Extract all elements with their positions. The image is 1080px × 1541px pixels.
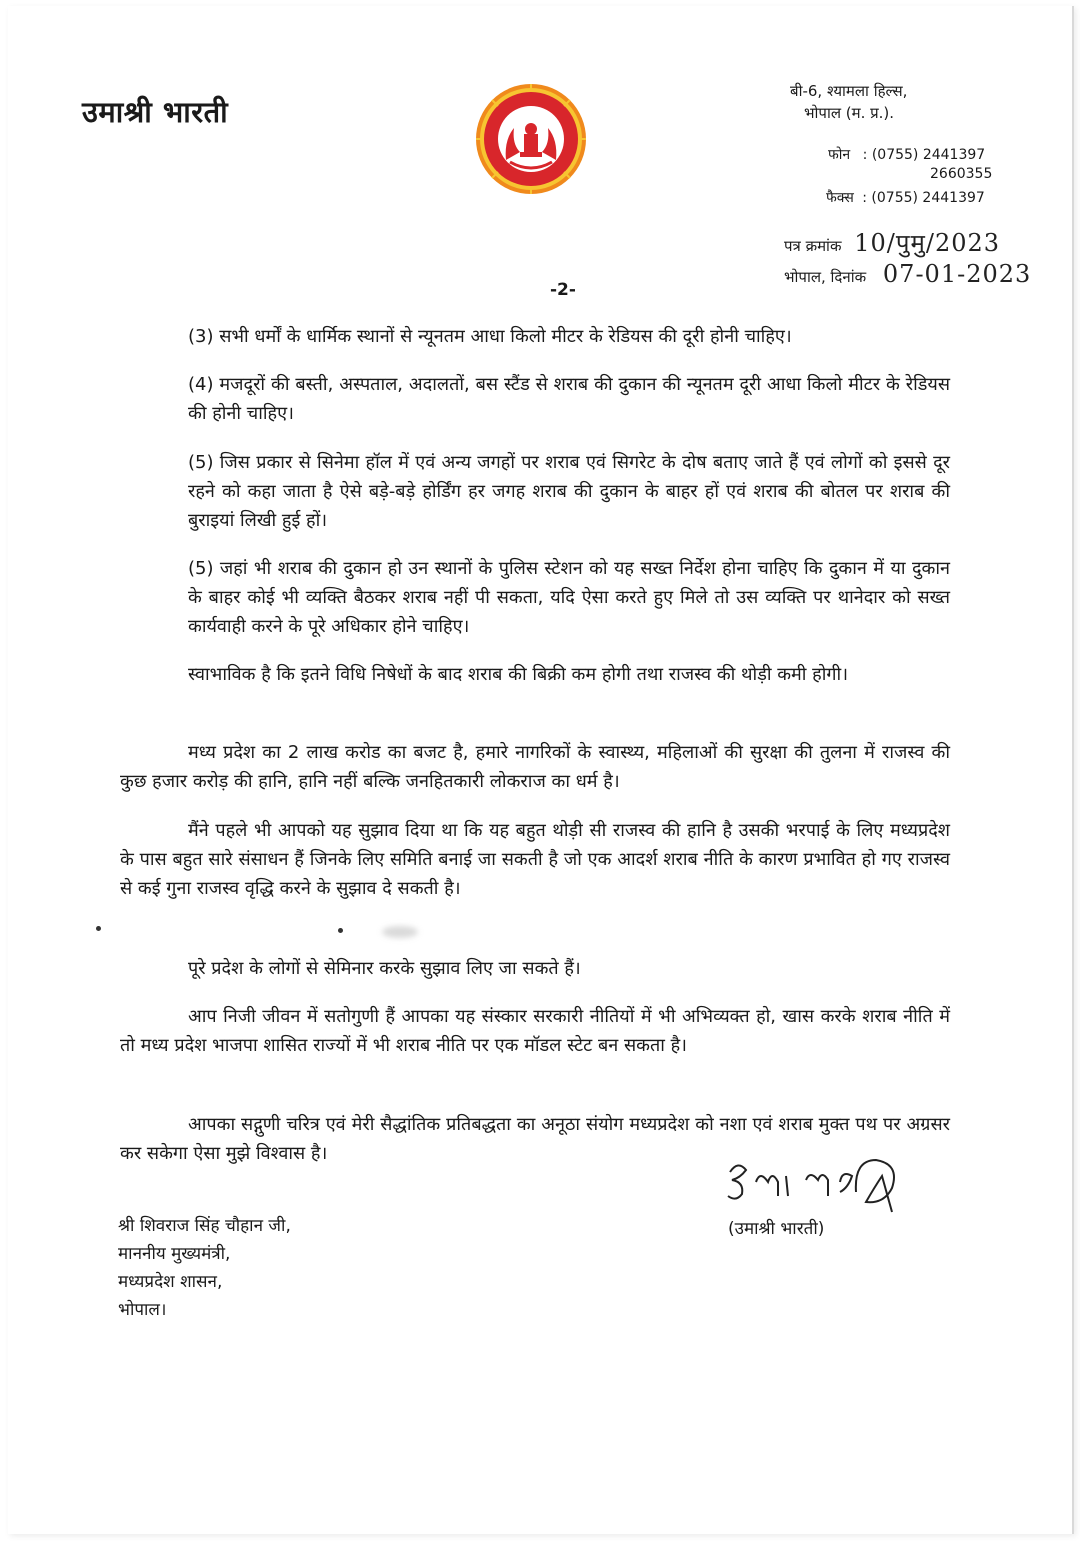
recipient-office: मध्यप्रदेश शासन, — [118, 1272, 223, 1292]
date-value: 07-01-2023 — [882, 260, 1032, 288]
paragraph-point-4: (4) मजदूरों की बस्ती, अस्पताल, अदालतों, बस स्टैंड से शराब की दुकान की न्यूनतम दूरी आधा किलो मीटर के रेडियस की होनी चाहिए। — [188, 374, 950, 424]
phone-number: : (0755) 2441397 — [862, 147, 986, 163]
letter-number — [784, 226, 1000, 259]
sender-name: उमाश्री भारती — [82, 95, 229, 129]
paragraph-point-5b: (5) जहां भी शराब की दुकान हो उन स्थानों के पुलिस स्टेशन को यह सख्त निर्देश होना चाहिए कि दुकान में या दुकान के बाहर कोई भी व्यक्ति बैठकर शराब नहीं पी सकता, यदि ऐसा करते हुए मिले तो उस व्यक्ति पर थानेदार को सख्त कार्यवाही करने के पूरे अधिकार होने चाहिए। — [188, 558, 950, 637]
address-line: बी-6, श्यामला हिल्स, — [790, 82, 908, 100]
address-line: भोपाल (म. प्र.). — [804, 104, 895, 122]
paragraph-budget: मध्य प्रदेश का 2 लाख करोड का बजट है, हमारे नागरिकों के स्वास्थ्य, महिलाओं की सुरक्षा की तुलना में राजस्व की कुछ हजार करोड़ की हानि, हानि नहीं बल्कि जनहितकारी लोकराज का धर्म है। — [120, 742, 950, 792]
paragraph-suggestion: मैंने पहले भी आपको यह सुझाव दिया था कि यह बहुत थोड़ी सी राजस्व की हानि है उसकी भरपाई के लिए मध्यप्रदेश के पास बहुत सारे संसाधन हैं जिनके लिए समिति बनाई जा सकती है जो एक आदर्श शराब नीति के कारण प्रभावित हो गए राजस्व से कई गुना राजस्व वृद्धि करने के सुझाव दे सकती है। — [120, 820, 950, 899]
paragraph-conclusion: आपका सद्गुणी चरित्र एवं मेरी सैद्धांतिक प्रतिबद्धता का अनूठा संयोग मध्यप्रदेश को नशा एवं शराब मुक्त पथ पर अग्रसर कर सकेगा ऐसा मुझे विश्वास है। — [120, 1114, 950, 1164]
paragraph-point-5a: (5) जिस प्रकार से सिनेमा हॉल में एवं अन्य जगहों पर शराब एवं सिगरेट के दोष बताए जाते हैं एवं लोगों को इससे दूर रहने को कहा जाता है ऐसे बड़े-बड़े होर्डिंग हर जगह शराब की दुकान के बाहर हों एवं शराब की बोतल पर शराब की बुराइयां लिखी हुई हों। — [188, 452, 950, 531]
fax-label: फैक्स — [826, 190, 854, 206]
letter-date — [784, 260, 1031, 288]
scan-speck — [338, 928, 343, 933]
date-label: भोपाल, दिनांक — [784, 268, 867, 286]
fax-row — [826, 188, 985, 207]
scan-smudge — [382, 926, 418, 938]
recipient-title: माननीय मुख्यमंत्री, — [118, 1244, 231, 1264]
scan-speck — [96, 926, 101, 931]
paragraph-model-state: आप निजी जीवन में सतोगुणी हैं आपका यह संस्कार सरकारी नीतियों में भी अभिव्यक्त हो, खास करके शराब नीति में तो मध्य प्रदेश भाजपा शासित राज्यों में भी शराब नीति पर एक मॉडल स्टेट बन सकता है। — [120, 1006, 950, 1056]
paragraph-seminar: पूरे प्रदेश के लोगों से सेमिनार करके सुझाव लिए जा सकते हैं। — [188, 958, 581, 979]
letter-number-label: पत्र क्रमांक — [784, 237, 842, 255]
letter-number-value: 10/पुमु/2023 — [854, 229, 1001, 257]
phone-row — [828, 145, 985, 164]
paragraph-revenue: स्वाभाविक है कि इतने विधि निषेधों के बाद शराब की बिक्री कम होगी तथा राजस्व की थोड़ी कमी होगी। — [188, 664, 849, 685]
address-block — [790, 80, 907, 124]
phone-label: फोन — [828, 147, 851, 163]
state-emblem-seal — [474, 82, 588, 196]
page-number: -2- — [550, 280, 576, 300]
phone-number-2: 2660355 — [930, 166, 993, 182]
signatory-name: (उमाश्री भारती) — [728, 1219, 825, 1239]
fax-number: : (0755) 2441397 — [862, 190, 985, 206]
recipient-name: श्री शिवराज सिंह चौहान जी, — [118, 1216, 291, 1236]
handwritten-signature — [724, 1152, 944, 1222]
paragraph-point-3: (3) सभी धर्मों के धार्मिक स्थानों से न्यूनतम आधा किलो मीटर के रेडियस की दूरी होनी चाहिए। — [188, 326, 792, 347]
recipient-city: भोपाल। — [118, 1300, 167, 1320]
recipient-address — [118, 1212, 291, 1324]
